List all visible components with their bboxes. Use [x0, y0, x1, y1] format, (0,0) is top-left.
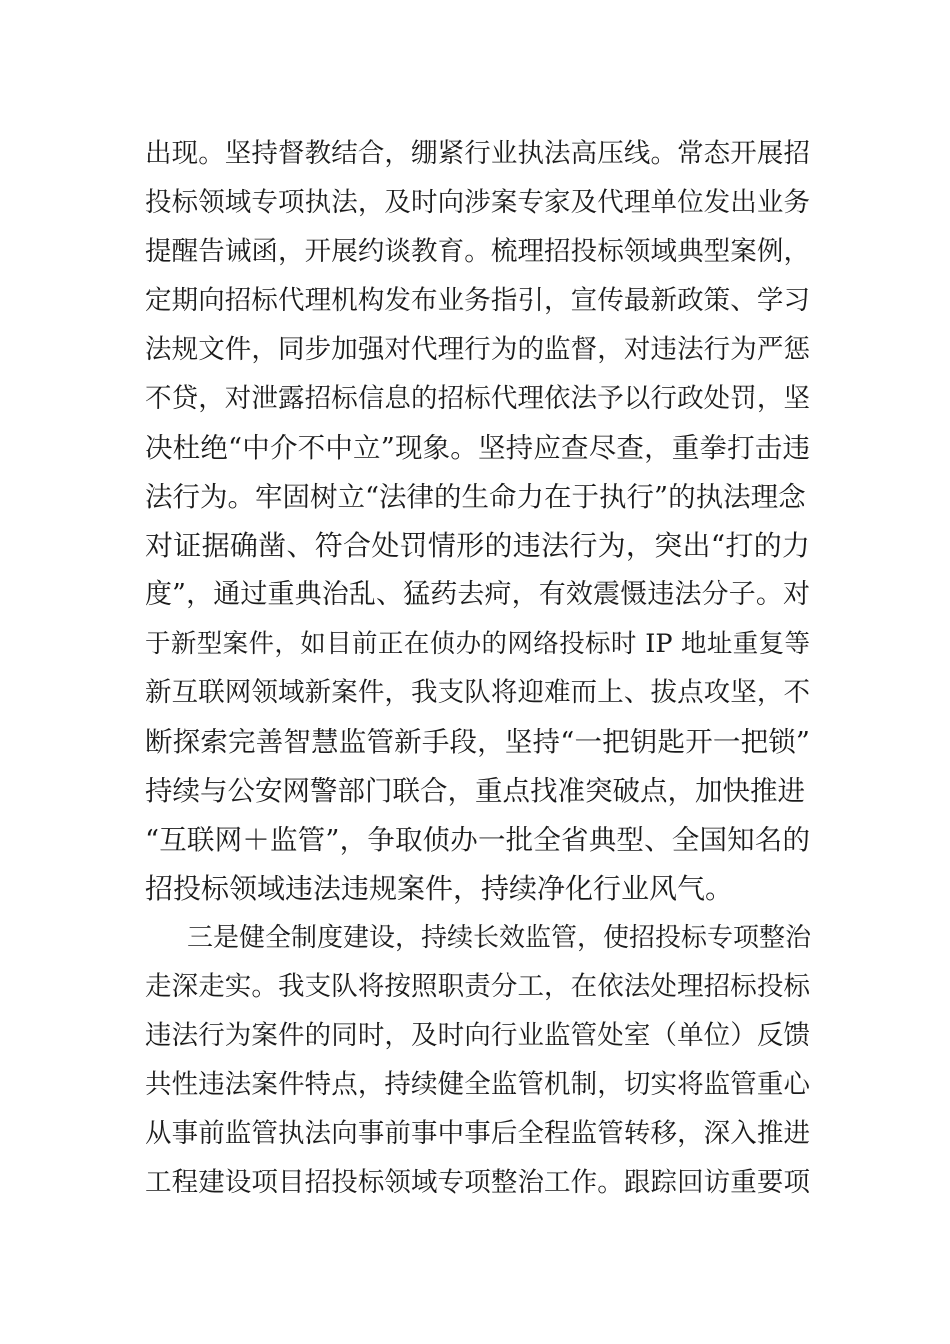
- paragraph-last-line: 招投标领域违法违规案件，持续净化行业风气。: [145, 872, 734, 905]
- text-line: 共性违法案件特点，持续健全监管机制，切实将监管重心: [145, 1069, 810, 1100]
- text-line: 违法行为案件的同时，及时向行业监管处室（单位）反馈: [145, 1020, 810, 1051]
- paragraph-first-line: 三是健全制度建设，持续长效监管，使招投标专项整治: [187, 923, 812, 953]
- text-line: 不贷，对泄露招标信息的招标代理依法予以行政处罚，坚: [145, 383, 810, 414]
- text-line: 工程建设项目招投标领域专项整治工作。跟踪回访重要项: [145, 1167, 810, 1198]
- text-line: 出现。坚持督教结合，绷紧行业执法高压线。常态开展招: [145, 138, 810, 169]
- text-line: 法规文件，同步加强对代理行为的监督，对违法行为严惩: [145, 334, 810, 365]
- text-line: 决杜绝“中介不中立”现象。坚持应查尽查，重拳打击违: [145, 432, 810, 464]
- text-line: 走深走实。我支队将按照职责分工，在依法处理招标投标: [145, 971, 810, 1002]
- text-line: 投标领域专项执法，及时向涉案专家及代理单位发出业务: [145, 187, 810, 218]
- text-line: “互联网＋监管”，争取侦办一批全省典型、全国知名的: [145, 824, 810, 856]
- text-line: 断探索完善智慧监管新手段，坚持“一把钥匙开一把锁”: [145, 726, 810, 758]
- text-line: 度”，通过重典治乱、猛药去疴，有效震慑违法分子。对: [145, 579, 810, 610]
- text-line: 从事前监管执法向事前事中事后全程监管转移，深入推进: [145, 1118, 810, 1149]
- text-line: 法行为。牢固树立“法律的生命力在于执行”的执法理念: [145, 481, 806, 513]
- text-line: 定期向招标代理机构发布业务指引，宣传最新政策、学习: [145, 285, 810, 316]
- text-line: 提醒告诫函，开展约谈教育。梳理招投标领域典型案例，: [145, 236, 810, 267]
- text-line: 对证据确凿、符合处罚情形的违法行为，突出“打的力: [145, 529, 810, 562]
- text-line: 新互联网领域新案件，我支队将迎难而上、拔点攻坚，不: [145, 677, 810, 708]
- text-line: 持续与公安网警部门联合，重点找准突破点，加快推进: [145, 775, 805, 807]
- text-line: 于新型案件，如目前正在侦办的网络投标时 IP 地址重复等: [145, 629, 810, 659]
